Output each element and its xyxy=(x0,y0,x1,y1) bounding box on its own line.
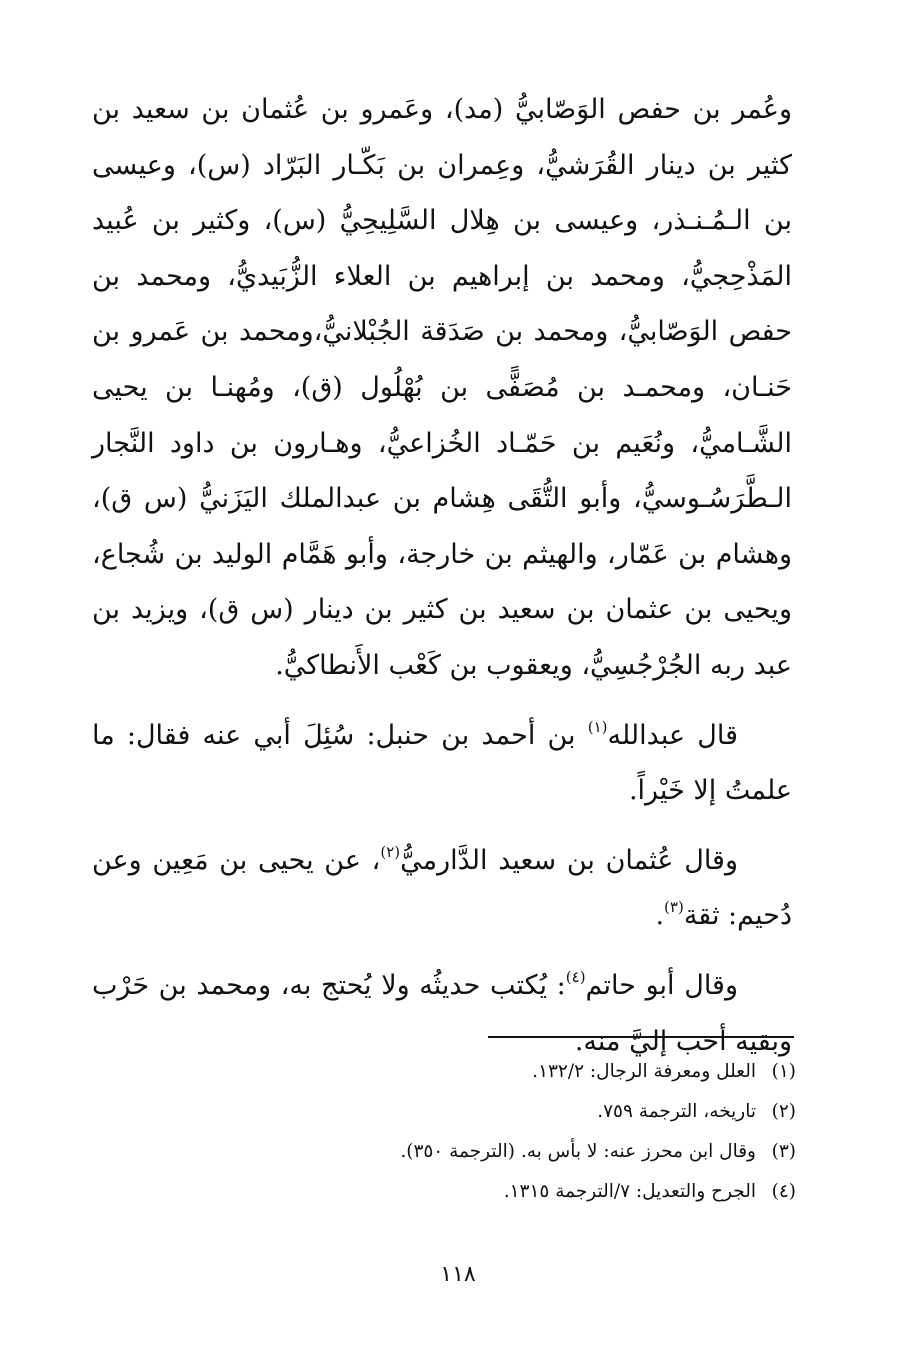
darimi-quote-paragraph xyxy=(92,833,792,944)
paragraph-text: بن أحمد بن حنبل: سُئِلَ أبي عنه فقال: ما علمتُ إلا خَيْراً. xyxy=(92,719,792,807)
paragraph-text: : يُكتب حديثُه ولا يُحتج به، ومحمد بن حَرْب وبقية أحب إليَّ منه. xyxy=(92,969,792,1057)
main-body-text xyxy=(92,82,792,1069)
paragraph-text: قال عبدالله xyxy=(607,719,738,751)
footnote-text: تاريخه، الترجمة ٧٥٩. xyxy=(597,1101,756,1122)
footnotes-list xyxy=(300,1052,796,1212)
page-number: ١١٨ xyxy=(440,1262,476,1287)
footnote-item xyxy=(300,1052,796,1092)
paragraph-text: وقال أبو حاتم xyxy=(585,969,738,1001)
footnote-number: (١) xyxy=(771,1061,796,1082)
footnote-number: (٤) xyxy=(771,1181,796,1202)
footnote-text: الجرح والتعديل: ٧/الترجمة ١٣١٥. xyxy=(503,1181,756,1202)
footnote-divider xyxy=(488,1036,794,1038)
footnote-ref-3[interactable]: (٣) xyxy=(664,898,684,917)
footnote-ref-1[interactable]: (١) xyxy=(587,717,608,736)
footnote-ref-2[interactable]: (٢) xyxy=(380,842,401,861)
footnote-item xyxy=(300,1092,796,1132)
footnote-ref-4[interactable]: (٤) xyxy=(565,967,586,986)
abdullah-quote-paragraph xyxy=(92,708,792,819)
footnote-item xyxy=(300,1172,796,1212)
footnote-number: (٣) xyxy=(771,1141,796,1162)
footnote-text: وقال ابن محرز عنه: لا بأس به. (الترجمة ٣٥٠). xyxy=(400,1141,756,1162)
paragraph-text: ، عن يحيى بن مَعِين وعن دُحيم: ثقة xyxy=(92,844,792,932)
footnote-number: (٢) xyxy=(771,1101,796,1122)
narrators-list-paragraph: وعُمر بن حفص الوَصّابيُّ (مد)، وعَمرو بن عُثمان بن سعيد بن كثير بن دينار القُرَشيُّ، وعِمران بن بَكّـار البَرّاد (س)، وعيسى بن الـمُـنـذر، وعيسى بن هِلال السَّلِيحِيُّ (س)، وكثير بن عُبيد المَذْحِجيُّ، ومحمد بن إبراهيم بن العلاء الزُّبَيديُّ، ومحمد بن حفص الوَصّابيُّ، ومحمد بن صَدَقة الجُبْلانيُّ،ومحمد بن عَمرو بن حَنـان، ومحمـد بن مُصَفًّى بن بُهْلُول (ق)، ومُهنـا بن يحيى الشَّـاميُّ، ونُعَيم بن حَمّـاد الخُزاعيُّ، وهـارون بن داود النَّجار الـطَّرَسُـوسيُّ، وأبو التُّقَى هِشام بن عبدالملك اليَزَنيُّ (س ق)، وهشام بن عَمّار، والهيثم بن خارجة، وأبو هَمَّام الوليد بن شُجاع، ويحيى بن عثمان بن سعيد بن كثير بن دينار (س ق)، ويزيد بن عبد ربه الجُرْجُسِيُّ، ويعقوب بن كَعْب الأَنطاكيُّ. xyxy=(92,94,792,681)
footnote-item xyxy=(300,1132,796,1172)
paragraph-text: وقال عُثمان بن سعيد الدَّارميُّ xyxy=(400,844,738,876)
footnote-text: العلل ومعرفة الرجال: ١٣٢/٢. xyxy=(532,1061,756,1082)
paragraph-text: . xyxy=(655,900,665,932)
